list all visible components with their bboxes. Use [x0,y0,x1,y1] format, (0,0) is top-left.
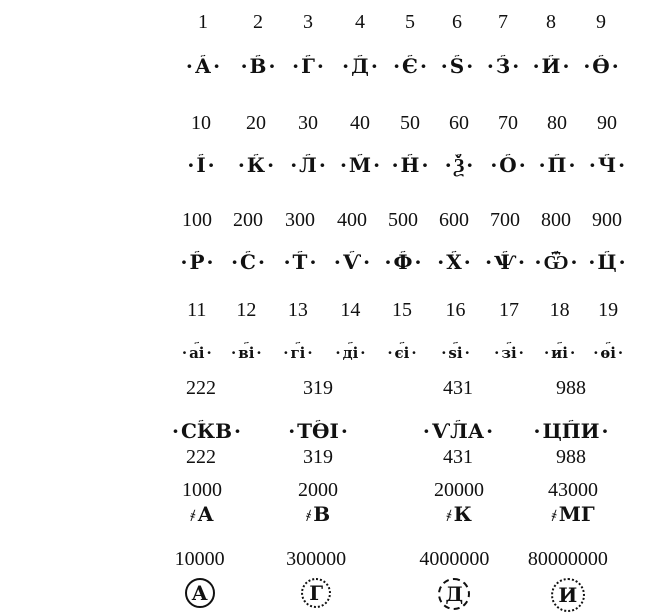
number-cell: 319 [303,377,333,399]
number-cell: 11 [187,299,207,321]
cyrillic-numeral-glyph: · ѕі · [428,341,484,365]
number-cell: 300 [285,209,315,231]
teens-number-row [172,298,632,322]
number-cell: 988 [556,446,586,468]
large-glyph-row [172,578,632,612]
compound-glyph-row [172,419,632,443]
number-cell: 319 [303,446,333,468]
number-cell: 13 [287,299,308,321]
cyrillic-numeral-glyph: · Ф · [378,250,428,274]
compound-number-row-top [172,376,632,400]
tens-number-row [172,111,632,135]
number-cell: 2000 [298,479,338,501]
thousands-number-row [172,478,632,502]
cyrillic-numeral-glyph [227,578,405,612]
cyrillic-numeral-glyph [172,578,227,612]
cyrillic-numeral-glyph: · Н · [386,153,434,177]
cyrillic-numeral-glyph: · зі · [483,341,535,365]
number-cell: 17 [499,299,520,321]
number-cell: 500 [388,209,418,231]
rayed-circle-million-mark: Д [438,578,470,610]
number-cell: 431 [443,377,473,399]
cyrillic-numeral-glyph: · ТѲІ · [230,419,406,443]
cyrillic-numeral-glyph: · Ѿ · [530,250,582,274]
cyrillic-numeral-glyph: · П · [532,153,582,177]
number-cell: 2 [253,11,263,33]
number-cell: 800 [541,209,571,231]
number-cell: 4 [355,11,365,33]
cyrillic-numeral-glyph: · Т · [274,250,326,274]
number-cell: 5 [405,11,415,33]
number-cell: 600 [439,209,469,231]
compound-number-row-bottom [172,445,632,469]
number-cell: 43000 [548,479,598,501]
cyrillic-numeral-glyph: · Ц · [582,250,632,274]
cyrillic-numeral-glyph: · Ѯ · [434,153,484,177]
thousands-sign: ҂ [190,506,196,525]
number-cell: 10000 [174,548,225,570]
units-number-row [172,10,632,34]
number-cell: 9 [596,11,606,33]
number-cell: 12 [236,299,257,321]
number-cell: 8 [546,11,556,33]
number-cell: 14 [340,299,361,321]
dotted-circle-hundred-thousand-mark: Г [301,578,331,608]
cyrillic-numeral-glyph: · М · [334,153,386,177]
number-cell: 988 [556,377,586,399]
hundreds-glyph-row [172,250,632,274]
cyrillic-numeral-glyph: ҂ К [446,502,472,526]
cyrillic-numeral-glyph: · ЦПИ · [510,419,632,443]
cyrillic-numeral-glyph: · И · [526,54,576,78]
cyrillic-numeral-glyph: · СКВ · [172,419,230,443]
cyrillic-numeral-glyph: · єі · [376,341,428,365]
number-cell: 200 [233,209,263,231]
units-glyph-row [172,54,632,78]
number-cell: 3 [303,11,313,33]
number-cell: 30 [298,112,318,134]
left-blank-margin [0,0,172,612]
number-cell: 700 [490,209,520,231]
tens-glyph-row [172,153,632,177]
thousands-sign: ҂ [446,506,452,525]
cyrillic-numeral-glyph: · ѴЛА · [406,419,510,443]
thousands-glyph-row [172,502,632,528]
cyrillic-numeral-glyph: · К · [230,153,282,177]
number-cell: 20 [246,112,266,134]
number-cell: 90 [597,112,617,134]
number-cell: 16 [445,299,466,321]
cyrillic-numeral-glyph: · А · [172,54,234,78]
number-cell: 4000000 [419,548,490,570]
number-cell: 80000000 [527,548,608,570]
number-cell: 222 [186,446,216,468]
cyrillic-numeral-glyph: · І · [172,153,230,177]
number-cell: 19 [598,299,619,321]
number-cell: 18 [549,299,570,321]
number-cell: 1000 [182,479,222,501]
cyrillic-numeral-glyph: · Г · [282,54,334,78]
cyrillic-numeral-glyph: · ві · [222,341,272,365]
starred-circle-ten-million-mark: И [551,578,585,612]
teens-glyph-row [172,341,632,365]
number-cell: 60 [449,112,469,134]
cyrillic-numeral-glyph: · Є · [386,54,434,78]
cyrillic-numeral-glyph: · З · [480,54,526,78]
cyrillic-numeral-glyph: · ді · [325,341,377,365]
cyrillic-numeral-glyph: · Ѳ · [576,54,626,78]
cyrillic-numeral-glyph: · гі · [271,341,325,365]
cyrillic-numeral-glyph: · ѳі · [584,341,632,365]
number-cell: 7 [498,11,508,33]
number-cell: 900 [592,209,622,231]
thousands-sign: ҂ [551,506,557,525]
cyrillic-numeral-glyph: · Х · [428,250,480,274]
cyrillic-numeral-glyph: · аі · [172,341,222,365]
cyrillic-numeral-glyph: · С · [222,250,274,274]
cyrillic-numeral-glyph: ҂ МГ [551,502,595,526]
cyrillic-numeral-glyph: · Д · [334,54,386,78]
cyrillic-numeral-glyph: · О · [484,153,532,177]
cyrillic-numeral-glyph: · Ѱ · [480,250,530,274]
number-cell: 222 [186,377,216,399]
large-number-row [172,547,632,571]
number-cell: 300000 [286,548,347,570]
cyrillic-numeral-glyph [405,578,504,612]
number-cell: 40 [350,112,370,134]
number-cell: 100 [182,209,212,231]
cyrillic-numeral-glyph: · Р · [172,250,222,274]
cyrillic-numeral-glyph: · Л · [282,153,334,177]
circled-ten-thousand-mark: А [185,578,215,608]
number-cell: 1 [198,11,208,33]
thousands-sign: ҂ [305,506,312,525]
number-cell: 15 [391,299,412,321]
number-cell: 400 [337,209,367,231]
cyrillic-numeral-glyph: · Ч · [582,153,632,177]
hundreds-number-row [172,208,632,232]
number-cell: 10 [191,112,211,134]
cyrillic-numeral-glyph: · иі · [535,341,585,365]
cyrillic-numeral-glyph: ҂ В [305,502,331,526]
number-cell: 431 [443,446,473,468]
cyrillic-numeral-glyph: · Ѕ · [434,54,480,78]
number-cell: 6 [452,11,462,33]
cyrillic-numeral-glyph: · Ѵ · [326,250,378,274]
number-cell: 20000 [434,479,484,501]
number-cell: 70 [498,112,518,134]
cyrillic-numeral-glyph: · В · [234,54,282,78]
cyrillic-numeral-glyph [504,578,632,612]
cyrillic-numeral-glyph: ҂ А [190,502,214,526]
number-cell: 80 [547,112,567,134]
number-cell: 50 [400,112,420,134]
